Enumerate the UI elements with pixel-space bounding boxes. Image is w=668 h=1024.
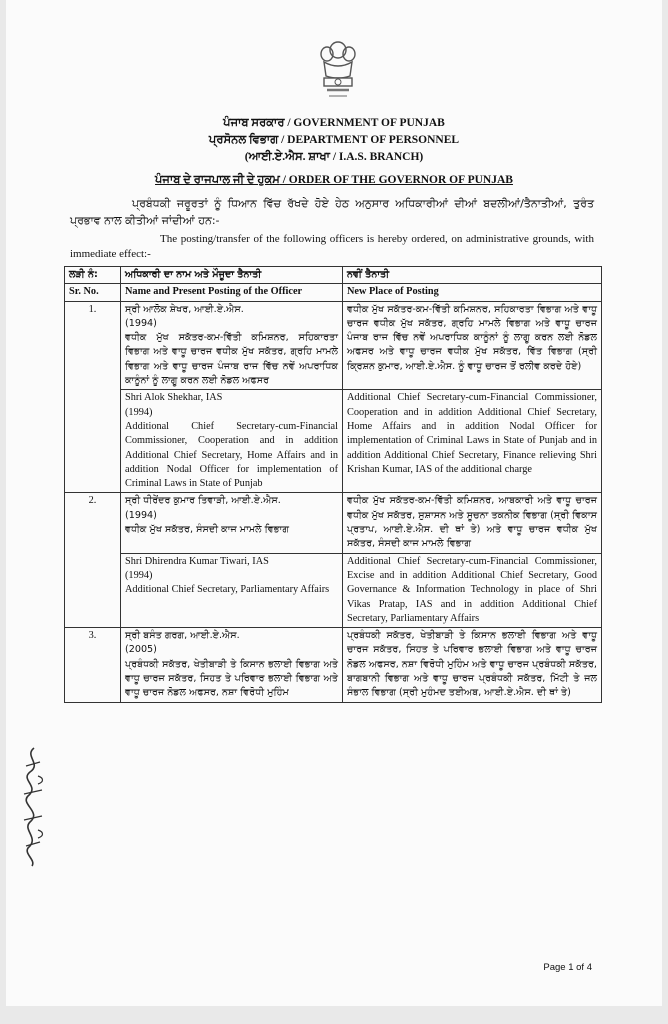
order-title <box>0 174 668 187</box>
order-title-en: / ORDER OF THE GOVERNOR OF PUNJAB <box>279 174 513 186</box>
officer-batch: (1994) <box>125 406 153 418</box>
new-posting-pa: ਪ੍ਰਬੰਧਕੀ ਸਕੱਤਰ, ਖੇਤੀਬਾੜੀ ਤੇ ਕਿਸਾਨ ਭਲਾਈ ਵਿਭਾਗ ਅਤੇ ਵਾਧੂ ਚਾਰਜ ਸਕੱਤਰ, ਸਿਹਤ ਤੇ ਪਰਿਵਾਰ ਭਲਾਈ ਵਿਭਾਗ ਅਤੇ ਵਾਧੂ ਚਾਰਜ ਨੋਡਲ ਅਫਸਰ, ਨਸ਼ਾ ਵਿਰੋਧੀ ਮੁਹਿੰਮ ਅਤੇ ਵਾਧੂ ਚਾਰਜ ਪ੍ਰਬੰਧਕੀ ਸਕੱਤਰ, ਬਾਗਬਾਨੀ ਵਿਭਾਗ ਅਤੇ ਵਾਧੂ ਚਾਰਜ ਪ੍ਰਬੰਧਕੀ ਸਕੱਤਰ, ਮਿੱਟੀ ਤੇ ਜਲ ਸੰਭਾਲ ਵਿਭਾਗ (ਸ੍ਰੀ ਮੁਹੰਮਦ ਤਈਅਬ, ਆਈ.ਏ.ਐਸ. ਦੀ ਥਾਂ ਤੇ) <box>343 628 602 702</box>
table-row <box>65 553 602 627</box>
col-header-name: Name and Present Posting of the Officer <box>121 284 343 301</box>
officer-cell-pa <box>121 628 343 702</box>
present-posting-pa: ਵਧੀਕ ਮੁੱਖ ਸਕੱਤਰ-ਕਮ-ਵਿੱਤੀ ਕਮਿਸ਼ਨਰ, ਸਹਿਕਾਰਤਾ ਵਿਭਾਗ ਅਤੇ ਵਾਧੂ ਚਾਰਜ ਵਧੀਕ ਮੁੱਖ ਸਕੱਤਰ, ਗ੍ਰਹਿ ਮਾਮਲੇ ਵਿਭਾਗ ਅਤੇ ਵਾਧੂ ਚਾਰਜ ਪੰਜਾਬ ਰਾਜ ਵਿੱਚ ਨਵੇਂ ਅਪਰਾਧਿਕ ਕਾਨੂੰਨਾਂ ਨੂੰ ਲਾਗੂ ਕਰਨ ਲਈ ਨੋਡਲ ਅਫਸਰ <box>125 332 338 387</box>
department-heading: ਪ੍ਰਸੋਨਲ ਵਿਭਾਗ / DEPARTMENT OF PERSONNEL <box>208 134 460 146</box>
officer-cell-en <box>121 390 343 493</box>
table-header-row-en <box>65 284 602 301</box>
officer-name-pa: ਸ੍ਰੀ ਆਲੋਕ ਸ਼ੇਖਰ, ਆਈ.ਏ.ਐਸ. <box>125 303 244 315</box>
order-title-pa: ਪੰਜਾਬ ਦੇ ਰਾਜਪਾਲ ਜੀ ਦੇ ਹੁਕਮ <box>155 174 280 186</box>
col-header-new: New Place of Posting <box>343 284 602 301</box>
col-header-sr: Sr. No. <box>65 284 121 301</box>
table-row <box>65 301 602 390</box>
officer-batch-pa: (1994) <box>125 317 157 329</box>
col-header-new-pa: ਨਵੀਂ ਤੈਨਾਤੀ <box>343 267 602 284</box>
officer-batch-pa: (2005) <box>125 644 157 656</box>
officer-cell-pa <box>121 301 343 390</box>
officer-name: Shri Dhirendra Kumar Tiwari, IAS <box>125 555 269 567</box>
present-posting-pa: ਪ੍ਰਬੰਧਕੀ ਸਕੱਤਰ, ਖੇਤੀਬਾੜੀ ਤੇ ਕਿਸਾਨ ਭਲਾਈ ਵਿਭਾਗ ਅਤੇ ਵਾਧੂ ਚਾਰਜ ਸਕੱਤਰ, ਸਿਹਤ ਤੇ ਪਰਿਵਾਰ ਭਲਾਈ ਵਿਭਾਗ ਅਤੇ ਵਾਧੂ ਚਾਰਜ ਨੋਡਲ ਅਫਸਰ, ਨਸ਼ਾ ਵਿਰੋਧੀ ਮੁਹਿੰਮ <box>125 658 338 699</box>
officer-batch: (1994) <box>125 569 153 581</box>
table-header-row-pa <box>65 267 602 284</box>
officer-name: Shri Alok Shekhar, IAS <box>125 392 223 404</box>
new-posting-pa: ਵਧੀਕ ਮੁੱਖ ਸਕੱਤਰ-ਕਮ-ਵਿੱਤੀ ਕਮਿਸ਼ਨਰ, ਆਬਕਾਰੀ ਅਤੇ ਵਾਧੂ ਚਾਰਜ ਵਧੀਕ ਮੁੱਖ ਸਕੱਤਰ, ਸੁਸ਼ਾਸਨ ਅਤੇ ਸੂਚਨਾ ਤਕਨੀਕ ਵਿਭਾਗ (ਸ੍ਰੀ ਵਿਕਾਸ ਪ੍ਰਤਾਪ, ਆਈ.ਏ.ਐਸ. ਦੀ ਥਾਂ ਤੇ) ਅਤੇ ਵਾਧੂ ਚਾਰਜ ਵਧੀਕ ਮੁੱਖ ਸਕੱਤਰ, ਸੰਸਦੀ ਕਾਜ ਮਾਮਲੇ ਵਿਭਾਗ <box>343 493 602 553</box>
present-posting: Additional Chief Secretary, Parliamentary Affairs <box>125 584 330 596</box>
officer-name-pa: ਸ੍ਰੀ ਧੀਰੇਂਦਰ ਕੁਮਾਰ ਤਿਵਾੜੀ, ਆਈ.ਏ.ਐਸ. <box>125 495 281 507</box>
serial-number: 1. <box>65 301 121 493</box>
state-emblem <box>318 40 358 108</box>
serial-number: 2. <box>65 493 121 628</box>
govt-heading: ਪੰਜਾਬ ਸਰਕਾਰ / GOVERNMENT OF PUNJAB <box>223 117 445 129</box>
branch-heading: (ਆਈ.ਏ.ਐਸ. ਸ਼ਾਖਾ / I.A.S. BRANCH) <box>244 151 424 163</box>
postings-table <box>64 266 602 703</box>
handwritten-signature <box>16 742 50 870</box>
intro-punjabi: ਪ੍ਰਬੰਧਕੀ ਜਰੂਰਤਾਂ ਨੂੰ ਧਿਆਨ ਵਿੱਚ ਰੱਖਦੇ ਹੋਏ ਹੇਠ ਅਨੁਸਾਰ ਅਧਿਕਾਰੀਆਂ ਦੀਆਂ ਬਦਲੀਆਂ/ਤੈਨਾਤੀਆਂ, ਤੁਰੰਤ ਪ੍ਰਭਾਵ ਨਾਲ ਕੀਤੀਆਂ ਜਾਂਦੀਆਂ ਹਨ:- <box>70 197 594 227</box>
officer-cell-en <box>121 553 343 627</box>
table-row <box>65 628 602 702</box>
col-header-name-pa: ਅਧਿਕਾਰੀ ਦਾ ਨਾਮ ਅਤੇ ਮੌਜੂਦਾ ਤੈਨਾਤੀ <box>121 267 343 284</box>
col-header-sr-pa: ਲੜੀ ਨੰ: <box>65 267 121 284</box>
officer-name-pa: ਸ੍ਰੀ ਬਸੰਤ ਗਰਗ, ਆਈ.ਏ.ਐਸ. <box>125 630 240 642</box>
serial-number: 3. <box>65 628 121 702</box>
new-posting-pa: ਵਧੀਕ ਮੁੱਖ ਸਕੱਤਰ-ਕਮ-ਵਿੱਤੀ ਕਮਿਸ਼ਨਰ, ਸਹਿਕਾਰਤਾ ਵਿਭਾਗ ਅਤੇ ਵਾਧੂ ਚਾਰਜ ਵਧੀਕ ਮੁੱਖ ਸਕੱਤਰ, ਗ੍ਰਹਿ ਮਾਮਲੇ ਵਿਭਾਗ ਅਤੇ ਵਾਧੂ ਚਾਰਜ ਪੰਜਾਬ ਰਾਜ ਵਿੱਚ ਨਵੇਂ ਅਪਰਾਧਿਕ ਕਾਨੂੰਨਾਂ ਨੂੰ ਲਾਗੂ ਕਰਨ ਲਈ ਨੋਡਲ ਅਫਸਰ ਅਤੇ ਵਾਧੂ ਚਾਰਜ ਵਧੀਕ ਮੁੱਖ ਸਕੱਤਰ, ਵਿੱਤ ਵਿਭਾਗ (ਸ੍ਰੀ ਕ੍ਰਿਸ਼ਨ ਕੁਮਾਰ, ਆਈ.ਏ.ਐਸ. ਨੂੰ ਵਾਧੂ ਚਾਰਜ ਤੋਂ ਰਲੀਵ ਕਰਦੇ ਹੋਏ) <box>343 301 602 390</box>
table-row <box>65 390 602 493</box>
present-posting-pa: ਵਧੀਕ ਮੁੱਖ ਸਕੱਤਰ, ਸੰਸਦੀ ਕਾਜ ਮਾਮਲੇ ਵਿਭਾਗ <box>125 524 290 536</box>
officer-batch-pa: (1994) <box>125 509 157 521</box>
officer-cell-pa <box>121 493 343 553</box>
new-posting: Additional Chief Secretary-cum-Financial Commissioner, Excise and in addition Additional Chief Secretary, Good Governance & Information Technology in place of Shri Vikas Pratap, IAS and in addition Additional Chief Secretary, Parliamentary Affairs <box>343 553 602 627</box>
table-row <box>65 493 602 553</box>
new-posting: Additional Chief Secretary-cum-Financial Commissioner, Cooperation and in addition Additional Chief Secretary, Home Affairs and in addition Nodal Officer for implementation of Criminal Laws in State of Punjab and in addition Additional Chief Secretary, Finance relieving Shri Krishan Kumar, IAS of the additional charge <box>343 390 602 493</box>
intro-english: The posting/transfer of the following officers is hereby ordered, on administrative grounds, with immediate effect:- <box>70 233 594 260</box>
present-posting: Additional Chief Secretary-cum-Financial Commissioner, Cooperation and in addition Additional Chief Secretary, Home Affairs and in addition Nodal Officer for implementation of Criminal Laws in State of Punjab <box>125 420 338 490</box>
page-number: Page 1 of 4 <box>543 962 592 973</box>
